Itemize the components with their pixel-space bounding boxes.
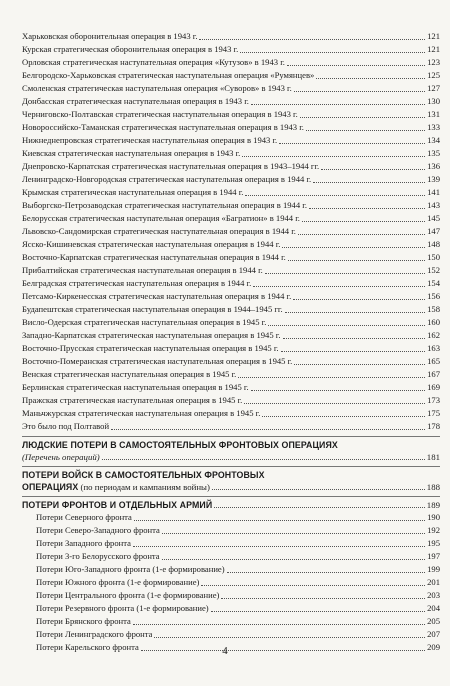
leader-dots — [251, 390, 426, 391]
toc-entry — [22, 199, 440, 212]
entry-title: Потери 3-го Белорусского фронта — [36, 551, 160, 561]
page-ref: 209 — [427, 642, 440, 652]
entry-title: Харьковская оборонительная операция в 1943 г. — [22, 31, 198, 41]
leader-dots — [242, 156, 425, 157]
entry-title: Львовско-Сандомирская стратегическая наступательная операция в 1944 г. — [22, 226, 296, 236]
section-title-row — [22, 469, 440, 481]
page-ref: 165 — [427, 356, 440, 366]
section-title: ЛЮДСКИЕ ПОТЕРИ В САМОСТОЯТЕЛЬНЫХ ФРОНТОВЫХ ОПЕРАЦИЯХ — [22, 440, 338, 450]
entry-title: Прибалтийская стратегическая наступательная операция в 1944 г. — [22, 265, 263, 275]
entry-title: Западно-Карпатская стратегическая наступательная операция в 1945 г. — [22, 330, 281, 340]
page-ref: 207 — [427, 629, 440, 639]
toc-entry — [22, 602, 440, 615]
entry-title: Петсамо-Киркенесская стратегическая наступательная операция в 1944 г. — [22, 291, 292, 301]
entry-title: Крымская стратегическая наступательная операция в 1944 г. — [22, 187, 244, 197]
fronts-list — [22, 511, 440, 654]
page-ref: 141 — [427, 187, 440, 197]
section-troop-losses — [22, 469, 440, 493]
entry-title: Потери Юго-Западного фронта (1-е формирование) — [36, 564, 225, 574]
page-ref: 199 — [427, 564, 440, 574]
toc-entry — [22, 43, 440, 56]
toc-entry — [22, 134, 440, 147]
toc-entry — [22, 329, 440, 342]
toc-entry — [22, 30, 440, 43]
page-ref: 167 — [427, 369, 440, 379]
leader-dots — [251, 104, 425, 105]
page-ref: 139 — [427, 174, 440, 184]
section-subtitle: (по периодам и кампаниям войны) — [78, 482, 210, 492]
entry-title: Белгородско-Харьковская стратегическая наступательная операция «Румянцев» — [22, 70, 315, 80]
entry-title: Донбасская стратегическая наступательная операция в 1943 г. — [22, 96, 249, 106]
page-ref: 189 — [426, 500, 440, 510]
page-ref: 125 — [427, 70, 440, 80]
leader-dots — [282, 247, 425, 248]
toc-entry — [22, 407, 440, 420]
entry-title: Потери Резервного фронта (1-е формирование) — [36, 603, 209, 613]
page-ref: 175 — [427, 408, 440, 418]
leader-dots — [244, 403, 425, 404]
leader-dots — [211, 611, 425, 612]
toc-entry — [22, 576, 440, 589]
entry-title: Курская стратегическая оборонительная операция в 1943 г. — [22, 44, 239, 54]
leader-dots — [302, 221, 425, 222]
toc-entry — [22, 563, 440, 576]
entry-title: Потери Западного фронта — [36, 538, 131, 548]
leader-dots — [253, 286, 425, 287]
page-ref: 162 — [427, 330, 440, 340]
toc-entry — [22, 342, 440, 355]
page-ref: 154 — [427, 278, 440, 288]
leader-dots — [283, 338, 426, 339]
toc-entry — [22, 238, 440, 251]
toc-entry — [22, 589, 440, 602]
entry-title: Восточно-Карпатская стратегическая наступательная операция в 1944 г. — [22, 252, 286, 262]
page-ref: 197 — [427, 551, 440, 561]
operations-list — [22, 30, 440, 433]
section-title: ПОТЕРИ ФРОНТОВ И ОТДЕЛЬНЫХ АРМИЙ — [22, 500, 213, 510]
divider — [22, 466, 440, 467]
entry-title: Потери Карельского фронта — [36, 642, 139, 652]
page-ref: 121 — [427, 44, 440, 54]
entry-title: Венская стратегическая наступательная операция в 1945 г. — [22, 369, 237, 379]
leader-dots — [240, 52, 425, 53]
page-ref: 204 — [427, 603, 440, 613]
entry-title: Висло-Одерская стратегическая наступательная операция в 1945 г. — [22, 317, 267, 327]
entry-title: Белорусская стратегическая наступательная операция «Багратион» в 1944 г. — [22, 213, 300, 223]
page-ref: 130 — [427, 96, 440, 106]
leader-dots — [279, 143, 425, 144]
page-ref: 158 — [427, 304, 440, 314]
leader-dots — [162, 533, 425, 534]
page-ref: 156 — [427, 291, 440, 301]
toc-entry — [22, 108, 440, 121]
entry-title: Это было под Полтавой — [22, 421, 110, 431]
entry-title: Потери Южного фронта (1-е формирование) — [36, 577, 200, 587]
page-ref: 131 — [427, 109, 440, 119]
leader-dots — [265, 273, 425, 274]
page-ref: 169 — [427, 382, 440, 392]
leader-dots — [201, 585, 425, 586]
page-ref: 160 — [427, 317, 440, 327]
page-ref: 163 — [427, 343, 440, 353]
leader-dots — [199, 39, 425, 40]
page-ref: 127 — [427, 83, 440, 93]
entry-title: Восточно-Прусская стратегическая наступательная операция в 1945 г. — [22, 343, 279, 353]
page-ref: 173 — [427, 395, 440, 405]
entry-title: Потери Северо-Западного фронта — [36, 525, 160, 535]
toc-entry — [22, 628, 440, 641]
section-subtitle: (Перечень операций) — [22, 452, 100, 462]
toc-entry — [22, 173, 440, 186]
leader-dots — [268, 325, 425, 326]
page-ref: 195 — [427, 538, 440, 548]
toc-entry — [22, 511, 440, 524]
leader-dots — [281, 351, 426, 352]
leader-dots — [306, 130, 425, 131]
page-number: 4 — [222, 645, 228, 657]
section-subtitle-row — [22, 481, 440, 493]
page-ref: 205 — [427, 616, 440, 626]
toc-entry — [22, 251, 440, 264]
page-ref: 134 — [427, 135, 440, 145]
page-ref: 123 — [427, 57, 440, 67]
section-subtitle-row — [22, 451, 440, 463]
toc-entry — [22, 381, 440, 394]
entry-title: Потери Ленинградского фронта — [36, 629, 153, 639]
entry-title: Днепровско-Карпатская стратегическая наступательная операция в 1943–1944 гг. — [22, 161, 320, 171]
leader-dots — [102, 459, 425, 460]
page-ref: 136 — [427, 161, 440, 171]
entry-title: Выборгско-Петрозаводская стратегическая наступательная операция в 1944 г. — [22, 200, 307, 210]
leader-dots — [111, 429, 425, 430]
leader-dots — [221, 598, 425, 599]
table-of-contents — [22, 30, 440, 654]
leader-dots — [298, 234, 425, 235]
leader-dots — [294, 364, 425, 365]
entry-title: Маньчжурская стратегическая наступательная операция в 1945 г. — [22, 408, 261, 418]
entry-title: Берлинская стратегическая наступательная операция в 1945 г. — [22, 382, 249, 392]
entry-title: Нижнеднепровская стратегическая наступательная операция в 1943 г. — [22, 135, 278, 145]
page-ref: 150 — [427, 252, 440, 262]
toc-entry — [22, 420, 440, 433]
page-ref: 192 — [427, 525, 440, 535]
leader-dots — [214, 507, 425, 508]
toc-entry — [22, 537, 440, 550]
toc-entry — [22, 355, 440, 368]
toc-entry — [22, 550, 440, 563]
entry-title: Смоленская стратегическая наступательная операция «Суворов» в 1943 г. — [22, 83, 292, 93]
toc-entry — [22, 56, 440, 69]
leader-dots — [288, 260, 425, 261]
leader-dots — [154, 637, 425, 638]
toc-entry — [22, 615, 440, 628]
entry-title: Ясско-Кишиневская стратегическая наступательная операция в 1944 г. — [22, 239, 281, 249]
toc-entry — [22, 368, 440, 381]
toc-entry — [22, 212, 440, 225]
page-ref: 188 — [426, 482, 440, 492]
toc-entry — [22, 524, 440, 537]
entry-title: Киевская стратегическая наступательная операция в 1943 г. — [22, 148, 241, 158]
entry-title: Будапештская стратегическая наступательная операция в 1944–1945 гг. — [22, 304, 283, 314]
page-ref: 201 — [427, 577, 440, 587]
toc-entry — [22, 316, 440, 329]
toc-entry — [22, 303, 440, 316]
toc-entry — [22, 290, 440, 303]
page-ref: 148 — [427, 239, 440, 249]
section-title-cont: ОПЕРАЦИЯХ — [22, 482, 79, 492]
leader-dots — [227, 572, 425, 573]
page-ref: 152 — [427, 265, 440, 275]
page-ref: 181 — [426, 452, 440, 462]
page-ref: 133 — [427, 122, 440, 132]
toc-entry — [22, 121, 440, 134]
toc-entry — [22, 160, 440, 173]
toc-entry — [22, 82, 440, 95]
leader-dots — [212, 489, 425, 490]
toc-entry — [22, 277, 440, 290]
entry-title: Потери Брянского фронта — [36, 616, 131, 626]
page-ref: 190 — [427, 512, 440, 522]
leader-dots — [245, 195, 425, 196]
toc-entry — [22, 147, 440, 160]
page-ref: 143 — [427, 200, 440, 210]
leader-dots — [309, 208, 425, 209]
leader-dots — [313, 182, 425, 183]
leader-dots — [133, 546, 425, 547]
section-title-row — [22, 439, 440, 451]
toc-entry — [22, 69, 440, 82]
toc-entry — [22, 264, 440, 277]
toc-entry — [22, 186, 440, 199]
section-front-losses — [22, 499, 440, 511]
page-ref: 145 — [427, 213, 440, 223]
leader-dots — [238, 377, 425, 378]
leader-dots — [262, 416, 425, 417]
entry-title: Новороссийско-Таманская стратегическая наступательная операция в 1943 г. — [22, 122, 304, 132]
toc-entry — [22, 394, 440, 407]
section-human-losses — [22, 439, 440, 463]
page-ref: 203 — [427, 590, 440, 600]
page-ref: 121 — [427, 31, 440, 41]
page-ref: 135 — [427, 148, 440, 158]
section-title-row — [22, 499, 440, 511]
page-ref: 147 — [427, 226, 440, 236]
entry-title: Белградская стратегическая наступательная операция в 1944 г. — [22, 278, 252, 288]
entry-title: Черниговско-Полтавская стратегическая наступательная операция в 1943 г. — [22, 109, 298, 119]
leader-dots — [287, 65, 425, 66]
entry-title: Орловская стратегическая наступательная операция «Кутузов» в 1943 г. — [22, 57, 285, 67]
leader-dots — [285, 312, 425, 313]
toc-entry — [22, 225, 440, 238]
leader-dots — [321, 169, 425, 170]
section-title: ПОТЕРИ ВОЙСК В САМОСТОЯТЕЛЬНЫХ ФРОНТОВЫХ — [22, 470, 265, 480]
leader-dots — [133, 624, 425, 625]
page-ref: 178 — [427, 421, 440, 431]
entry-title: Восточно-Померанская стратегическая наступательная операция в 1945 г. — [22, 356, 293, 366]
leader-dots — [316, 78, 425, 79]
leader-dots — [134, 520, 425, 521]
entry-title: Пражская стратегическая наступательная операция в 1945 г. — [22, 395, 243, 405]
entry-title: Ленинградско-Новгородская стратегическая наступательная операция в 1944 г. — [22, 174, 312, 184]
entry-title: Потери Северного фронта — [36, 512, 132, 522]
divider — [22, 496, 440, 497]
toc-entry — [22, 95, 440, 108]
leader-dots — [300, 117, 425, 118]
leader-dots — [293, 299, 425, 300]
divider — [22, 436, 440, 437]
entry-title: Потери Центрального фронта (1-е формирование) — [36, 590, 220, 600]
leader-dots — [162, 559, 426, 560]
leader-dots — [294, 91, 425, 92]
